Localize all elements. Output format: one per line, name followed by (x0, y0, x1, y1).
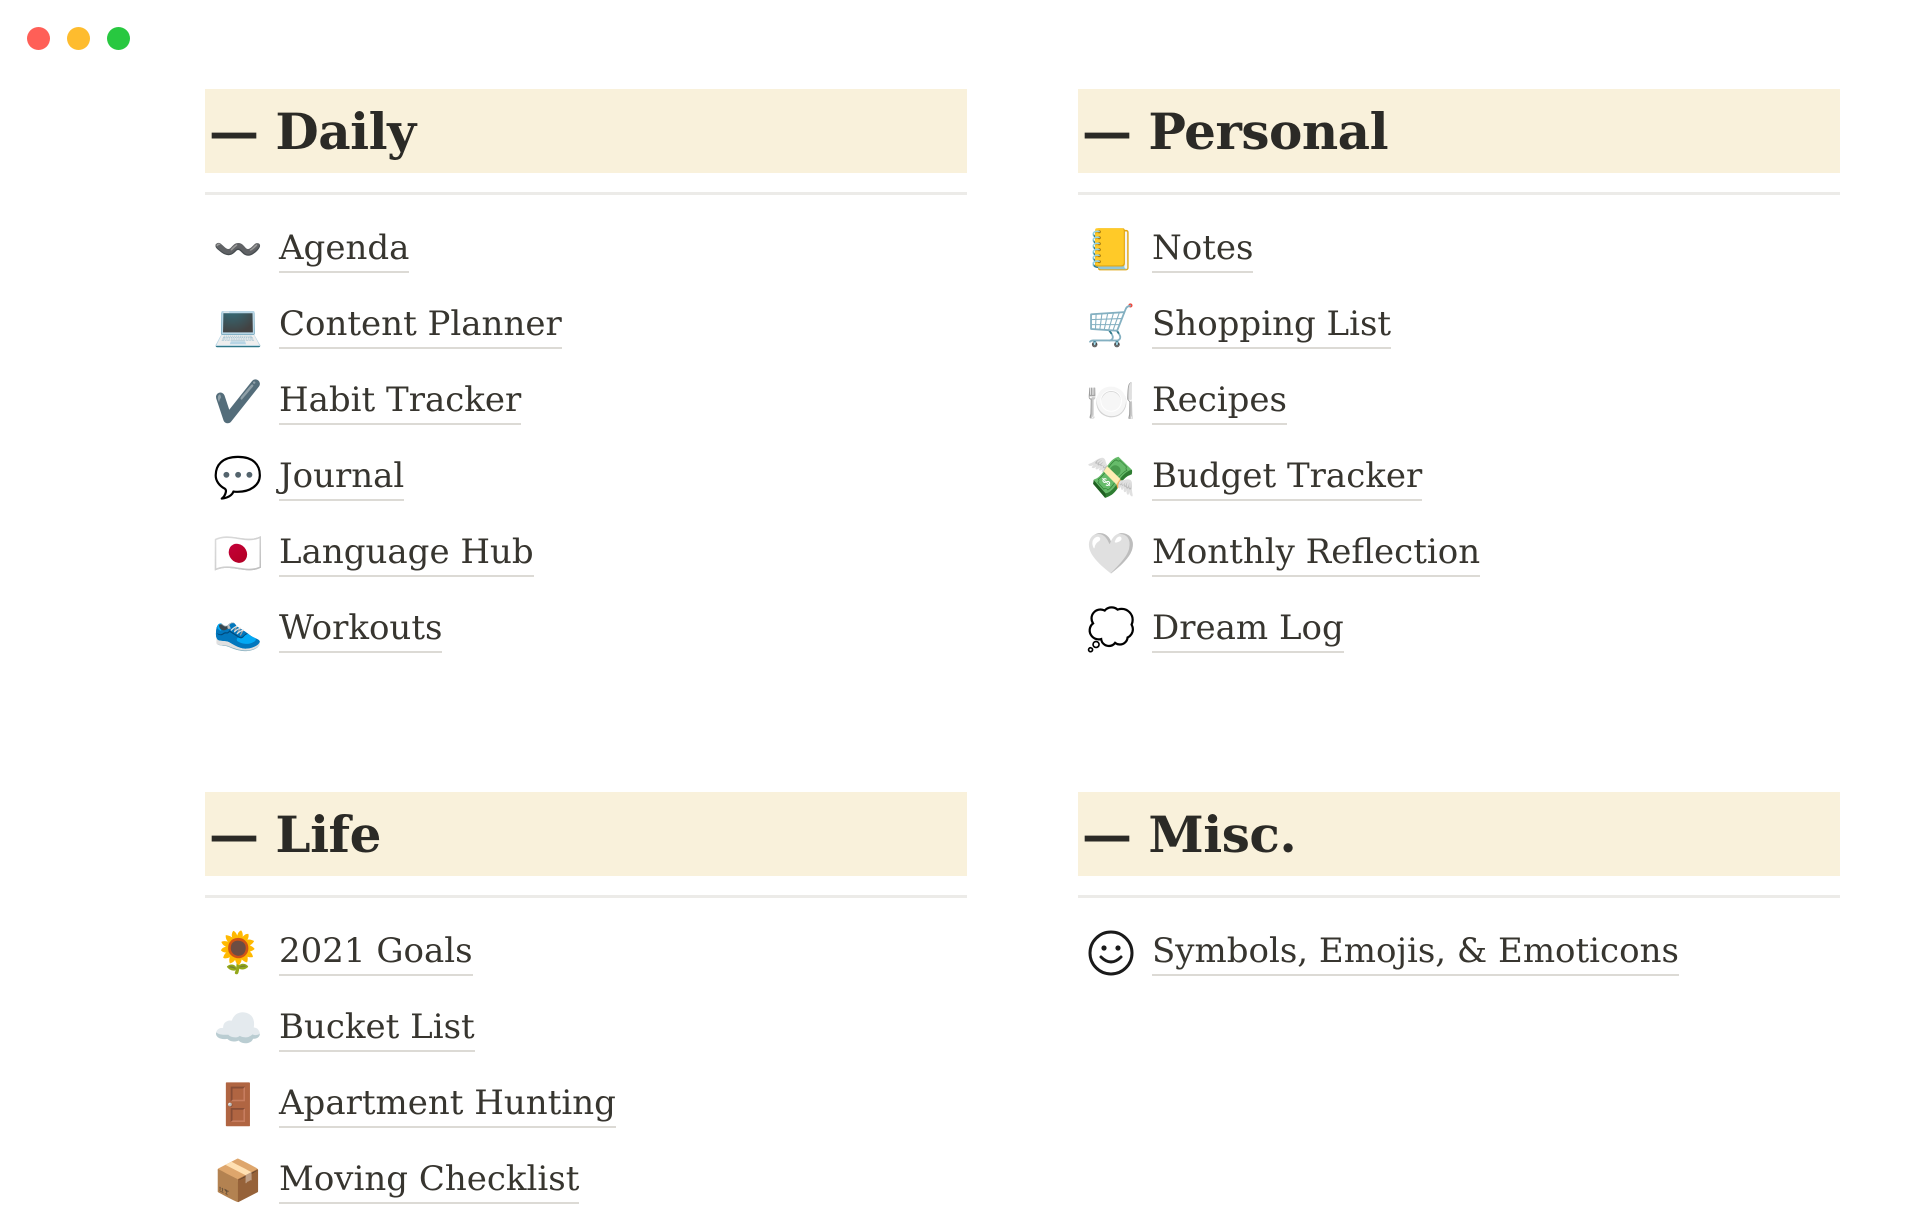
section-title: — Personal (1082, 101, 1389, 161)
laptop-icon: 💻 (213, 303, 263, 349)
speech-bubble-icon: 💬 (213, 455, 263, 501)
page-link-label[interactable]: 2021 Goals (279, 931, 473, 976)
notebook-icon: 📒 (1086, 227, 1136, 273)
japan-flag-icon: 🇯🇵 (213, 531, 263, 577)
sneaker-icon: 👟 (213, 607, 263, 653)
page-link-language-hub[interactable] (205, 516, 967, 592)
page-link-agenda[interactable] (205, 212, 967, 288)
page-link-label[interactable]: Language Hub (279, 532, 534, 577)
divider (205, 895, 967, 898)
plate-cutlery-icon: 🍽️ (1086, 379, 1136, 425)
link-list (1078, 915, 1840, 991)
page-link-journal[interactable] (205, 440, 967, 516)
page-link-label[interactable]: Journal (279, 456, 404, 501)
page-link-label[interactable]: Symbols, Emojis, & Emoticons (1152, 931, 1679, 976)
page-link-bucket-list[interactable] (205, 991, 967, 1067)
link-list (205, 915, 967, 1219)
page-link-label[interactable]: Apartment Hunting (279, 1083, 616, 1128)
wavy-dash-icon: 〰️ (213, 227, 263, 273)
page-link-content-planner[interactable] (205, 288, 967, 364)
link-list (205, 212, 967, 668)
close-button[interactable] (27, 27, 50, 50)
page-link-label[interactable]: Content Planner (279, 304, 562, 349)
page-link-label[interactable]: Recipes (1152, 380, 1287, 425)
section-daily (205, 89, 967, 668)
sunflower-icon: 🌻 (213, 930, 263, 976)
shopping-cart-icon: 🛒 (1086, 303, 1136, 349)
page-link-label[interactable]: Monthly Reflection (1152, 532, 1480, 577)
page-link-label[interactable]: Workouts (279, 608, 442, 653)
page-link-label[interactable]: Moving Checklist (279, 1159, 579, 1204)
white-heart-icon: 🤍 (1086, 531, 1136, 577)
page-link-label[interactable]: Bucket List (279, 1007, 475, 1052)
page-link-2021-goals[interactable] (205, 915, 967, 991)
section-title: — Life (209, 804, 381, 864)
section-header (1078, 89, 1840, 173)
page-link-dream-log[interactable] (1078, 592, 1840, 668)
minimize-button[interactable] (67, 27, 90, 50)
divider (205, 192, 967, 195)
page-link-label[interactable]: Agenda (279, 228, 409, 273)
section-header (205, 89, 967, 173)
page-link-label[interactable]: Notes (1152, 228, 1253, 273)
page-link-label[interactable]: Budget Tracker (1152, 456, 1422, 501)
section-title: — Daily (209, 101, 416, 161)
page-link-moving-checklist[interactable] (205, 1143, 967, 1219)
page-link-shopping-list[interactable] (1078, 288, 1840, 364)
cloud-icon: ☁️ (213, 1006, 263, 1052)
page-link-workouts[interactable] (205, 592, 967, 668)
link-list (1078, 212, 1840, 668)
divider (1078, 192, 1840, 195)
section-header (1078, 792, 1840, 876)
section-header (205, 792, 967, 876)
window-controls (27, 27, 130, 50)
page-link-recipes[interactable] (1078, 364, 1840, 440)
page-link-label[interactable]: Habit Tracker (279, 380, 521, 425)
section-life (205, 792, 967, 1219)
page-link-budget-tracker[interactable] (1078, 440, 1840, 516)
zoom-button[interactable] (107, 27, 130, 50)
section-misc (1078, 792, 1840, 991)
door-icon: 🚪 (213, 1082, 263, 1128)
money-wings-icon: 💸 (1086, 455, 1136, 501)
check-mark-icon: ✔️ (213, 379, 263, 425)
divider (1078, 895, 1840, 898)
page-link-notes[interactable] (1078, 212, 1840, 288)
page-link-monthly-reflection[interactable] (1078, 516, 1840, 592)
thought-balloon-icon: 💭 (1086, 607, 1136, 653)
section-title: — Misc. (1082, 804, 1297, 864)
package-icon: 📦 (213, 1158, 263, 1204)
page-link-label[interactable]: Shopping List (1152, 304, 1391, 349)
page-link-apartment-hunting[interactable] (205, 1067, 967, 1143)
page-link-habit-tracker[interactable] (205, 364, 967, 440)
smiley-face-svg (1087, 929, 1135, 977)
smiley-icon (1086, 928, 1136, 978)
section-personal (1078, 89, 1840, 668)
page-link-label[interactable]: Dream Log (1152, 608, 1344, 653)
page-link-symbols-emojis-emoticons[interactable] (1078, 915, 1840, 991)
